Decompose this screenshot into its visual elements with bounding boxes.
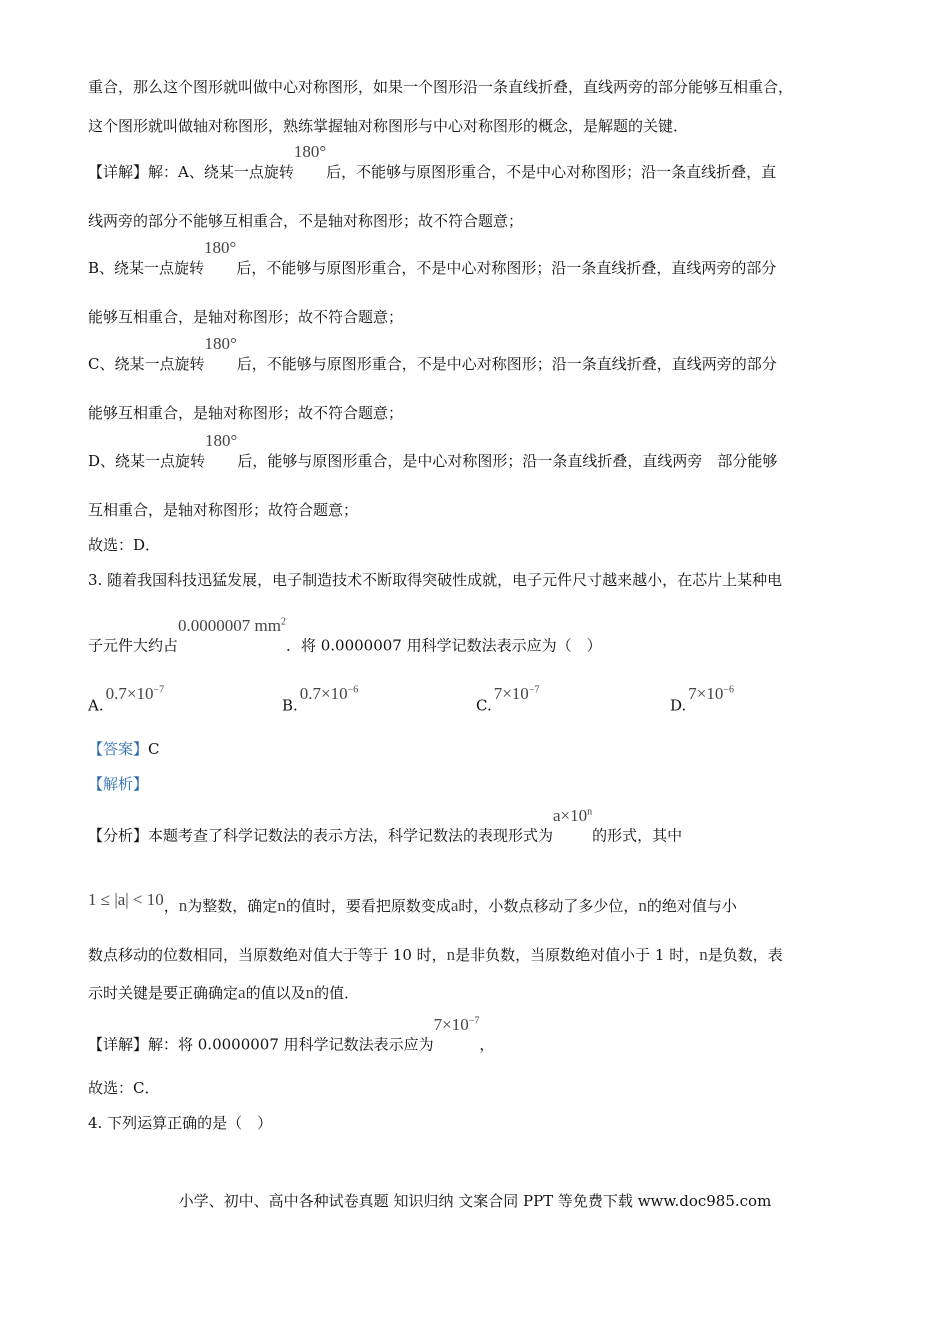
text-line: 能够互相重合，是轴对称图形；故不符合题意； [88,404,404,422]
option-b[interactable]: $B.0.7\times 10^{-6}$ [282,683,359,715]
question-3: 3. 随着我国科技迅猛发展，电子制造技术不断取得突破性成就，电子元件尺寸越来越小，在芯片上某种电 [88,571,783,589]
math-180: 180° [204,238,237,257]
text-line: 能够互相重合，是轴对称图形；故不符合题意； [88,308,404,326]
math-180: 180° [204,334,237,353]
text-line: 线两旁的部分不能够互相重合，不是轴对称图形；故不符合题意； [88,212,524,230]
question-4: 4. 下列运算正确的是（ ） [88,1114,273,1132]
analysis-line-2: 1 ≤ |a| < 10，n为整数，确定n的值时，要看把原数变成a时，小数点移动了多少位，n的绝对值与小 [88,890,737,915]
option-d[interactable]: $D.7\times 10^{-6}$ [670,683,734,715]
math-range: 1 ≤ |a| < 10 [88,890,164,909]
math-answer: $7\times 10^{-7}$ [433,1014,480,1034]
detail-line: 【详解】解：将 0.0000007 用科学记数法表示应为$7\times 10^{-7}$， [88,1014,495,1054]
text-line: 互相重合，是轴对称图形；故符合题意； [88,501,359,519]
detail-b: B、绕某一点旋转180°后，不能够与原图形重合，不是中心对称图形；沿一条直线折叠，直线两旁的部分 [88,238,777,277]
math-180: 180° [293,142,327,161]
page-footer: 小学、初中、高中各种试卷真题 知识归纳 文案合同 PPT 等免费下载 www.doc985.com [178,1192,772,1210]
option-a[interactable]: $A.0.7\times 10^{-7}$ [88,683,165,715]
text-line: 重合，那么这个图形就叫做中心对称图形，如果一个图形沿一条直线折叠，直线两旁的部分能够互相重合， [88,78,794,96]
math-area: 0.0000007 $mm^2$ [178,615,286,635]
analysis-line-4: 示时关键是要正确确定a的值以及n的值． [88,983,360,1002]
text-line: 故选：C． [88,1079,160,1097]
answer-label: 【答案】 [88,740,149,758]
question-3-cont: 子元件大约占0.0000007 $mm^2$．将 0.0000007 用科学记数法表示应为（ ） [88,615,602,655]
analysis-line-3: 数点移动的位数相同，当原数绝对值大于等于 10 时，n是非负数，当原数绝对值小于 1 时，n是负数，表 [88,945,783,964]
analysis-line-1: 【分析】本题考查了科学记数法的表示方法，科学记数法的表现形式为$a\times 10^n$的形式，其中 [88,805,683,845]
text-line: 故选：D． [88,536,161,554]
detail-c: C、绕某一点旋转180°后，不能够与原图形重合，不是中心对称图形；沿一条直线折叠，直线两旁的部分 [88,334,777,373]
math-180: 180° [205,431,238,450]
answer-value: C [148,740,160,758]
option-c[interactable]: $C.7\times 10^{-7}$ [476,683,540,715]
analysis-label: 【解析】 [88,775,149,793]
detail-a: 【详解】解：A、绕某一点旋转180°后，不能够与原图形重合，不是中心对称图形；沿一条直线折叠，直 [88,142,777,181]
text-line: 这个图形就叫做轴对称图形，熟练掌握轴对称图形与中心对称图形的概念，是解题的关键． [88,117,689,135]
answer [88,739,160,759]
math-sci-form: $a\times 10^n$ [553,805,593,825]
detail-d: D、绕某一点旋转180°后，能够与原图形重合，是中心对称图形；沿一条直线折叠，直线两旁 部分能够 [88,431,778,470]
